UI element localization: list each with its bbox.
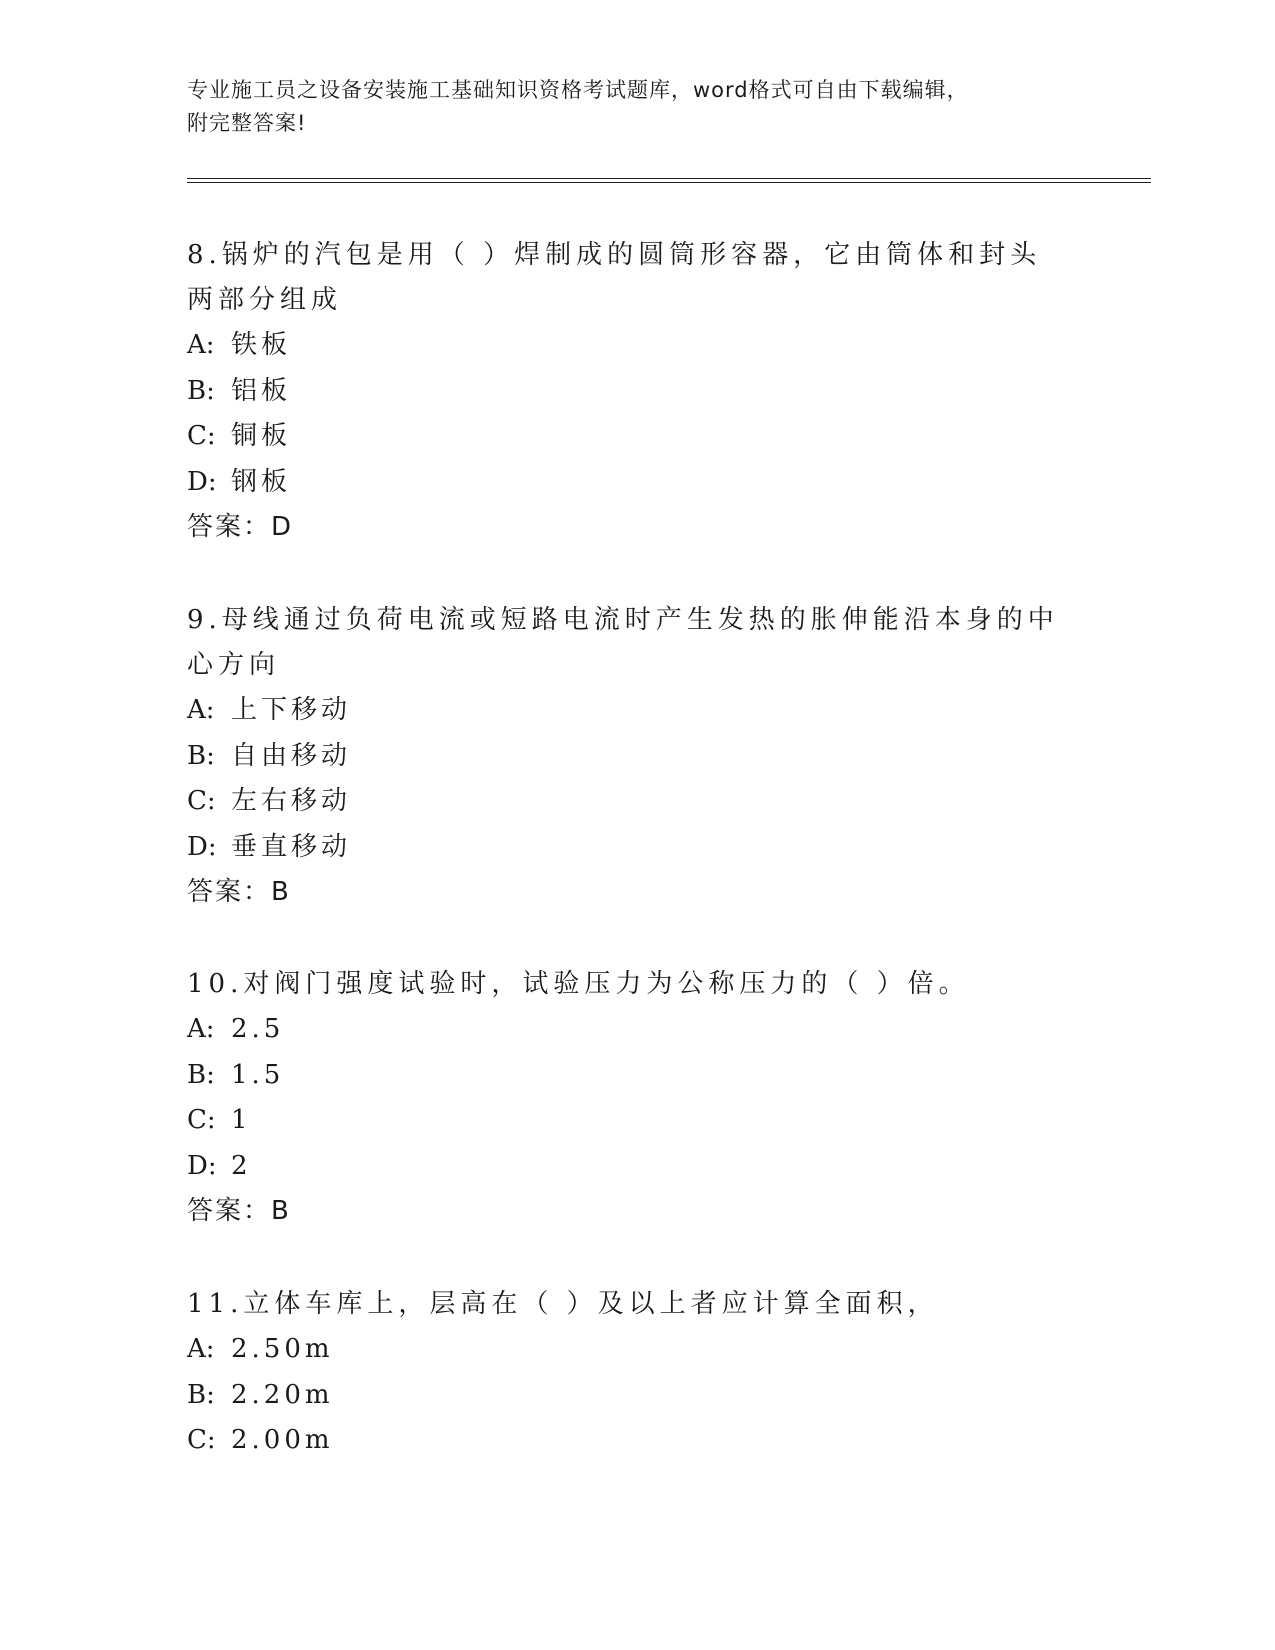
option-b	[187, 369, 1067, 415]
option-label: B:	[187, 1059, 215, 1090]
header-line-2: 附完整答案!	[187, 111, 307, 135]
option-text: 2.50m	[231, 1334, 334, 1364]
question-11	[187, 1282, 1067, 1464]
option-c	[187, 414, 1067, 460]
option-label: A:	[187, 1334, 215, 1364]
question-stem: 10.对阀门强度试验时，试验压力为公称压力的（ ）倍。	[187, 969, 970, 999]
option-text: 钢板	[231, 466, 292, 497]
option-label: D:	[187, 831, 217, 862]
option-c	[187, 1418, 1067, 1464]
option-label: C:	[187, 421, 216, 451]
option-text: 左右移动	[231, 786, 352, 816]
question-9	[187, 598, 1067, 915]
option-a	[187, 688, 1067, 734]
option-c	[187, 779, 1067, 825]
option-label: C:	[187, 1425, 216, 1455]
question-8	[187, 233, 1067, 550]
option-label: A:	[187, 695, 215, 725]
option-a	[187, 1007, 1067, 1053]
option-text: 1.5	[231, 1059, 285, 1090]
option-label: B:	[187, 740, 215, 771]
option-label: A:	[187, 1014, 215, 1044]
header-divider-bottom	[187, 182, 1151, 183]
option-label: B:	[187, 1379, 215, 1410]
header-line-1: 专业施工员之设备安装施工基础知识资格考试题库，word格式可自由下载编辑，	[187, 78, 969, 102]
option-a	[187, 1327, 1067, 1373]
option-text: 2.00m	[231, 1425, 334, 1455]
option-label: A:	[187, 330, 215, 360]
answer-line: 答案：B	[187, 877, 291, 907]
option-text: 2.5	[231, 1014, 285, 1044]
answer-line: 答案：B	[187, 1196, 291, 1226]
option-text: 垂直移动	[231, 831, 352, 862]
question-10	[187, 962, 1067, 1234]
document-header	[187, 74, 1087, 140]
option-text: 上下移动	[231, 695, 352, 725]
option-label: B:	[187, 375, 215, 406]
option-b	[187, 1053, 1067, 1099]
option-label: D:	[187, 466, 217, 497]
option-b	[187, 1373, 1067, 1419]
option-text: 1	[231, 1105, 252, 1135]
option-label: C:	[187, 786, 216, 816]
option-text: 铁板	[231, 330, 292, 360]
question-stem: 8.锅炉的汽包是用（ ）焊制成的圆筒形容器，它由筒体和封头两部分组成	[187, 240, 1042, 315]
option-text: 自由移动	[231, 740, 352, 771]
option-a	[187, 323, 1067, 369]
header-divider-top	[187, 178, 1151, 179]
option-d	[187, 460, 1067, 506]
option-text: 铝板	[231, 375, 292, 406]
option-d	[187, 825, 1067, 871]
option-text: 2.20m	[231, 1379, 334, 1410]
option-d	[187, 1144, 1067, 1190]
option-c	[187, 1098, 1067, 1144]
answer-line: 答案：D	[187, 512, 294, 542]
question-stem: 11.立体车库上，层高在（ ）及以上者应计算全面积，	[187, 1289, 939, 1319]
question-stem: 9.母线通过负荷电流或短路电流时产生发热的胀伸能沿本身的中心方向	[187, 605, 1059, 680]
option-text: 2	[231, 1150, 252, 1181]
option-label: D:	[187, 1150, 217, 1181]
option-text: 铜板	[231, 421, 292, 451]
option-b	[187, 734, 1067, 780]
option-label: C:	[187, 1105, 216, 1135]
